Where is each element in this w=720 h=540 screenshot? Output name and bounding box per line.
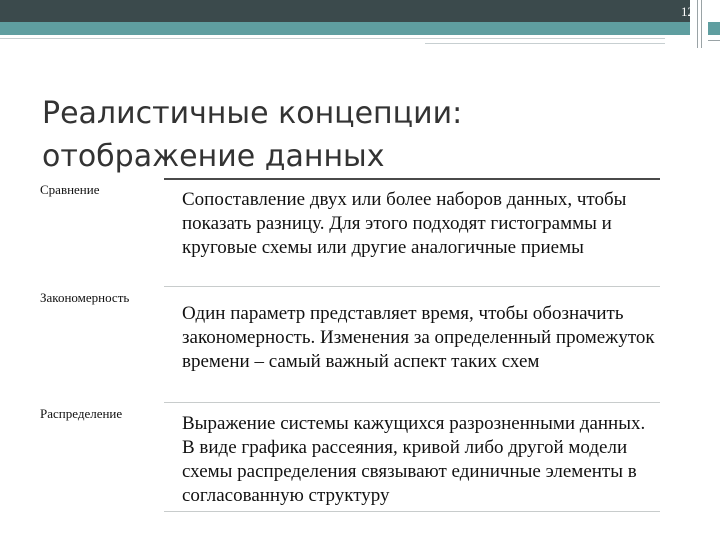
row-label: Распределение: [40, 406, 123, 421]
row-description: Один параметр представляет время, чтобы обозначить закономерность. Изменения за определенный промежуток времени – самый важный аспект таких схем: [182, 303, 655, 372]
row-description: Выражение системы кажущихся разрозненными данных. В виде графика рассеяния, кривой либо другой модели схемы распределения связывают единичные элементы в согласованную структуру: [182, 413, 646, 506]
table-row: [36, 286, 660, 402]
row-separator: [36, 402, 660, 403]
decorative-vertical-line: [701, 0, 702, 48]
row-separator-line: [164, 178, 660, 180]
row-separator-line: [164, 286, 660, 287]
row-description: Сопоставление двух или более наборов данных, чтобы показать разницу. Для этого подходят гистограммы и круговые схемы или другие аналогичные приемы: [182, 189, 627, 258]
decorative-horizontal-line: [708, 40, 720, 41]
decorative-underline: [425, 43, 665, 44]
table-row: [36, 178, 660, 286]
page-number: 12: [681, 4, 694, 19]
row-label: Закономерность: [40, 290, 130, 305]
row-label: Сравнение: [40, 182, 100, 197]
table-bottom-rule: [164, 511, 660, 512]
table-row: [36, 402, 660, 512]
row-separator: [36, 178, 660, 179]
slide-title: Реалистичные концепции: отображение данных: [42, 96, 463, 174]
top-dark-bar: [0, 0, 690, 22]
definition-table: [36, 178, 660, 512]
row-separator: [36, 286, 660, 287]
decorative-vertical-line: [697, 0, 698, 48]
top-teal-bar-right: [708, 22, 720, 35]
top-teal-bar: [0, 22, 690, 35]
row-separator-line: [164, 402, 660, 403]
decorative-underline: [0, 38, 665, 39]
